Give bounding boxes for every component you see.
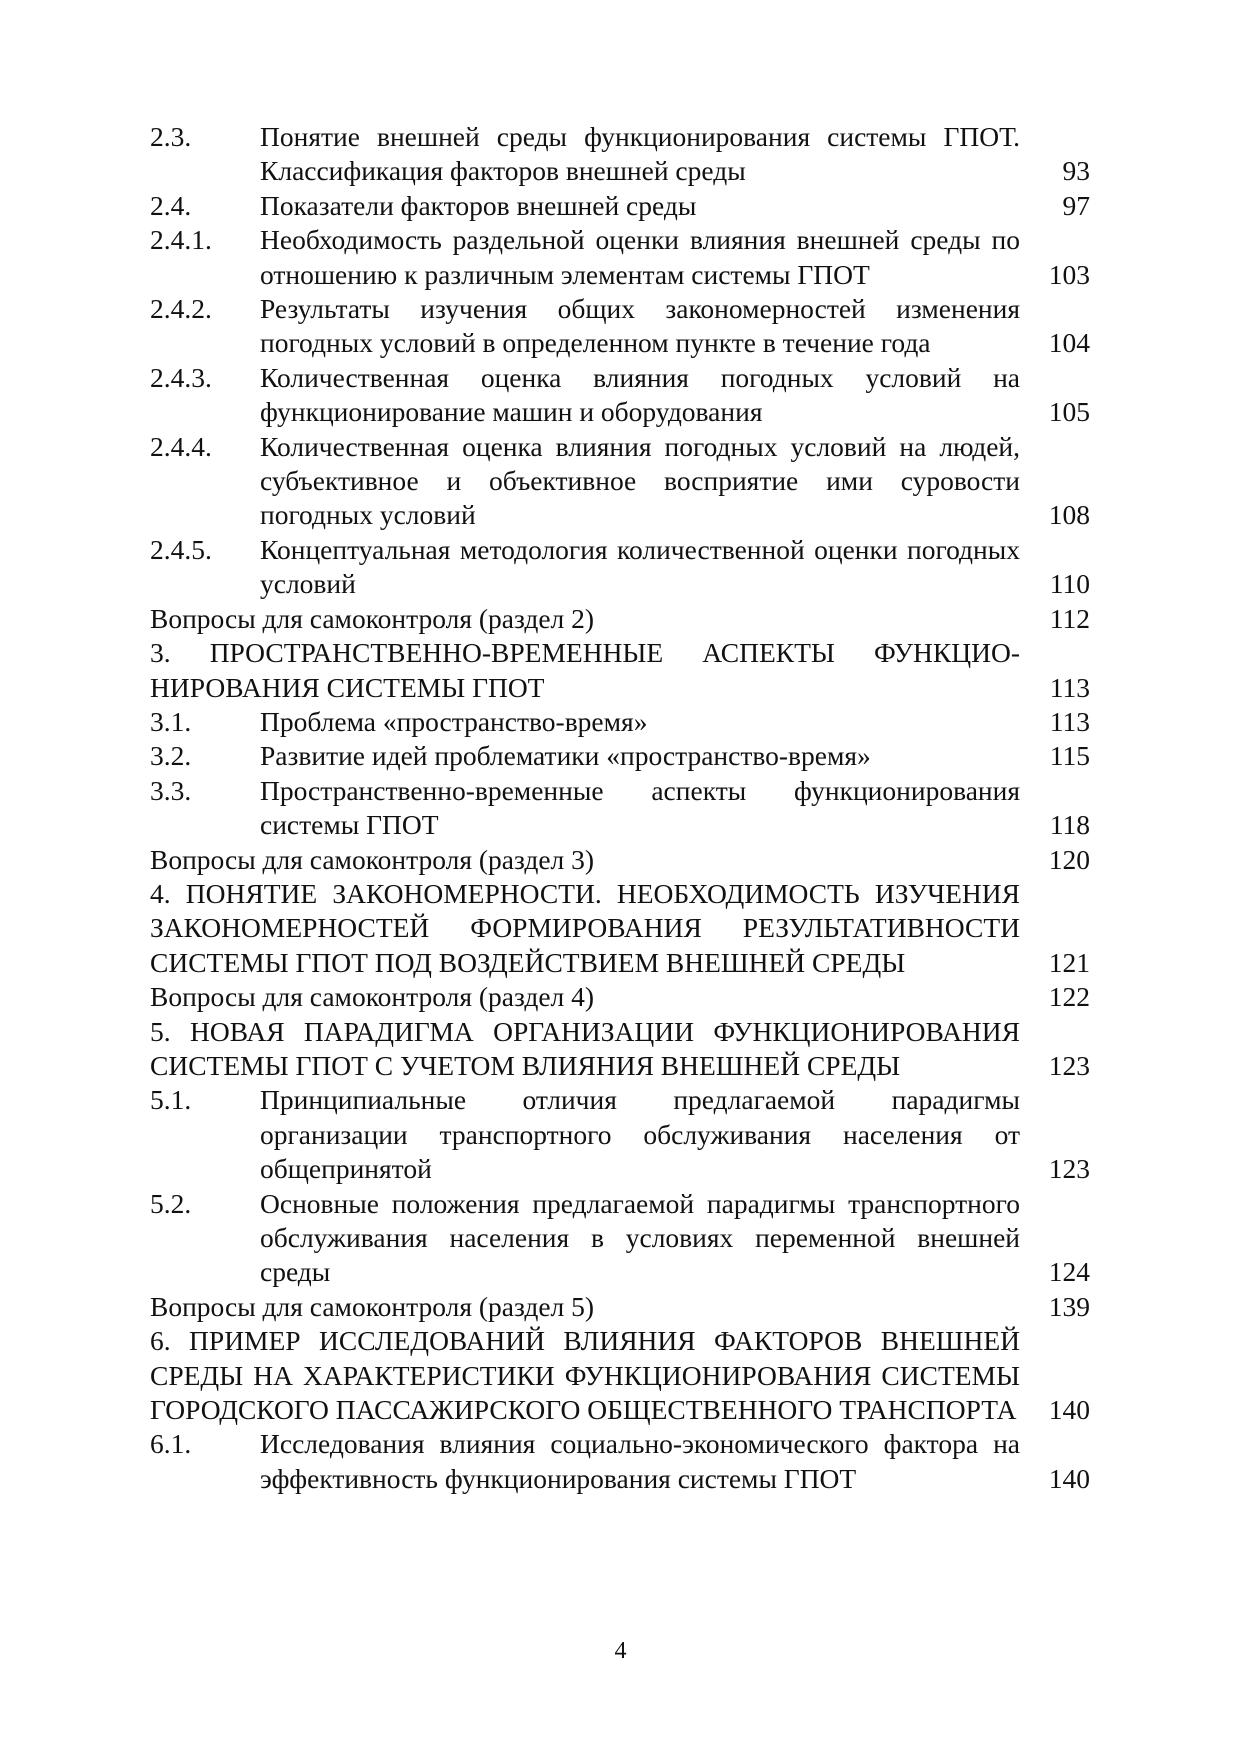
toc-entry-title: Вопросы для самоконтроля (раздел 3) <box>150 843 595 875</box>
toc-entry <box>150 636 1090 705</box>
toc-entry <box>150 739 1090 773</box>
toc-entry-number: 6.1. <box>150 1428 192 1460</box>
toc-entry-page: 97 <box>1062 189 1090 221</box>
toc-entry-page: 115 <box>1049 740 1090 772</box>
table-of-contents <box>150 120 1090 1496</box>
toc-entry-page: 123 <box>1048 1049 1090 1081</box>
toc-entry-title: Основные положения предлагаемой парадигмы транспортного обслуживания населения в условиях переменной внешней среды <box>260 1187 1020 1288</box>
toc-entry-title: 6. ПРИМЕР ИССЛЕДОВАНИЙ ВЛИЯНИЯ ФАКТОРОВ ВНЕШНЕЙ СРЕДЫ НА ХАРАКТЕРИСТИКИ ФУНКЦИОНИРОВАНИЯ СИСТЕМЫ ГОРОДСКОГО ПАССАЖИРСКОГО ОБЩЕСТВЕННОГО ТРАНСПОРТА <box>150 1325 1020 1426</box>
toc-entry-title: Вопросы для самоконтроля (раздел 2) <box>150 602 595 634</box>
toc-entry-page: 113 <box>1049 705 1090 737</box>
toc-entry-title: Принципиальные отличия предлагаемой парадигмы организации транспортного обслуживания населения от общепринятой <box>260 1084 1020 1185</box>
toc-entry <box>150 602 1090 636</box>
toc-entry <box>150 1187 1090 1290</box>
toc-entry <box>150 705 1090 739</box>
toc-entry <box>150 1427 1090 1496</box>
toc-entry-title: Развитие идей проблематики «пространство-время» <box>260 740 871 772</box>
toc-entry-page: 103 <box>1048 258 1090 290</box>
toc-entry <box>150 533 1090 602</box>
toc-entry-page: 110 <box>1049 568 1090 600</box>
toc-entry-number: 2.4.5. <box>150 533 212 565</box>
toc-entry <box>150 120 1090 189</box>
toc-entry <box>150 223 1090 292</box>
toc-entry-title: Количественная оценка влияния погодных условий на людей, субъективное и объективное восприятие ими суровости погодных условий <box>260 430 1020 531</box>
toc-entry-page: 122 <box>1048 981 1090 1013</box>
toc-entry-number: 5.2. <box>150 1187 192 1219</box>
toc-entry-page: 104 <box>1048 327 1090 359</box>
toc-entry-title: Исследования влияния социально-экономического фактора на эффективность функционирования системы ГПОТ <box>260 1428 1020 1494</box>
toc-entry-page: 93 <box>1062 155 1090 187</box>
toc-entry <box>150 430 1090 533</box>
toc-entry-number: 3.2. <box>150 740 192 772</box>
page-number: 4 <box>614 1638 627 1664</box>
toc-entry-page: 113 <box>1049 671 1090 703</box>
toc-entry <box>150 877 1090 980</box>
toc-entry-title: Вопросы для самоконтроля (раздел 5) <box>150 1290 595 1322</box>
toc-entry <box>150 774 1090 843</box>
toc-entry-title: Проблема «пространство-время» <box>260 705 648 737</box>
toc-entry-page: 124 <box>1048 1256 1090 1288</box>
toc-entry-title: 5. НОВАЯ ПАРАДИГМА ОРГАНИЗАЦИИ ФУНКЦИОНИРОВАНИЯ СИСТЕМЫ ГПОТ С УЧЕТОМ ВЛИЯНИЯ ВНЕШНЕЙ СРЕДЫ <box>150 1015 1020 1081</box>
toc-entry-title: Показатели факторов внешней среды <box>260 189 697 221</box>
toc-entry-number: 3.3. <box>150 774 192 806</box>
toc-entry <box>150 980 1090 1014</box>
toc-entry-title: Пространственно-временные аспекты функционирования системы ГПОТ <box>260 774 1020 841</box>
toc-entry <box>150 361 1090 430</box>
toc-entry-page: 121 <box>1048 946 1090 978</box>
toc-entry-title: Результаты изучения общих закономерностей изменения погодных условий в определенном пункте в течение года <box>260 293 1020 359</box>
toc-entry <box>150 189 1090 223</box>
toc-entry-title: 3. ПРОСТРАНСТВЕННО-ВРЕМЕННЫЕ АСПЕКТЫ ФУНКЦИО-НИРОВАНИЯ СИСТЕМЫ ГПОТ <box>150 637 1020 703</box>
toc-entry-title: Концептуальная методология количественной оценки погодных условий <box>260 533 1020 600</box>
toc-entry <box>150 843 1090 877</box>
toc-entry-number: 2.4.1. <box>150 224 212 256</box>
toc-entry-number: 2.4.3. <box>150 361 212 393</box>
toc-entry <box>150 292 1090 361</box>
toc-entry <box>150 1083 1090 1186</box>
toc-entry-number: 3.1. <box>150 705 192 737</box>
toc-entry-number: 2.4.2. <box>150 293 212 325</box>
toc-entry <box>150 1290 1090 1324</box>
toc-entry-title: Необходимость раздельной оценки влияния внешней среды по отношению к различным элементам системы ГПОТ <box>260 224 1020 290</box>
toc-entry-number: 2.4.4. <box>150 430 212 462</box>
toc-entry-page: 123 <box>1048 1153 1090 1185</box>
toc-entry <box>150 1324 1090 1427</box>
toc-entry-page: 118 <box>1049 809 1090 841</box>
toc-entry-page: 112 <box>1049 602 1090 634</box>
toc-entry-page: 108 <box>1048 499 1090 531</box>
toc-entry-page: 140 <box>1048 1462 1090 1494</box>
toc-entry-page: 140 <box>1048 1394 1090 1426</box>
toc-entry-number: 5.1. <box>150 1084 192 1116</box>
toc-entry-page: 139 <box>1048 1290 1090 1322</box>
toc-entry <box>150 1015 1090 1084</box>
toc-entry-number: 2.3. <box>150 121 192 152</box>
toc-entry-title: Понятие внешней среды функционирования системы ГПОТ. Классификация факторов внешней среды <box>260 121 1020 187</box>
toc-entry-page: 120 <box>1048 843 1090 875</box>
toc-entry-page: 105 <box>1048 396 1090 428</box>
toc-entry-title: Количественная оценка влияния погодных условий на функционирование машин и оборудования <box>260 361 1020 428</box>
toc-entry-title: Вопросы для самоконтроля (раздел 4) <box>150 981 595 1013</box>
toc-entry-number: 2.4. <box>150 189 192 221</box>
toc-entry-title: 4. ПОНЯТИЕ ЗАКОНОМЕРНОСТИ. НЕОБХОДИМОСТЬ ИЗУЧЕНИЯ ЗАКОНОМЕРНОСТЕЙ ФОРМИРОВАНИЯ РЕЗУЛЬТАТИВНОСТИ СИСТЕМЫ ГПОТ ПОД ВОЗДЕЙСТВИЕМ ВНЕШНЕЙ СРЕДЫ <box>150 877 1020 978</box>
